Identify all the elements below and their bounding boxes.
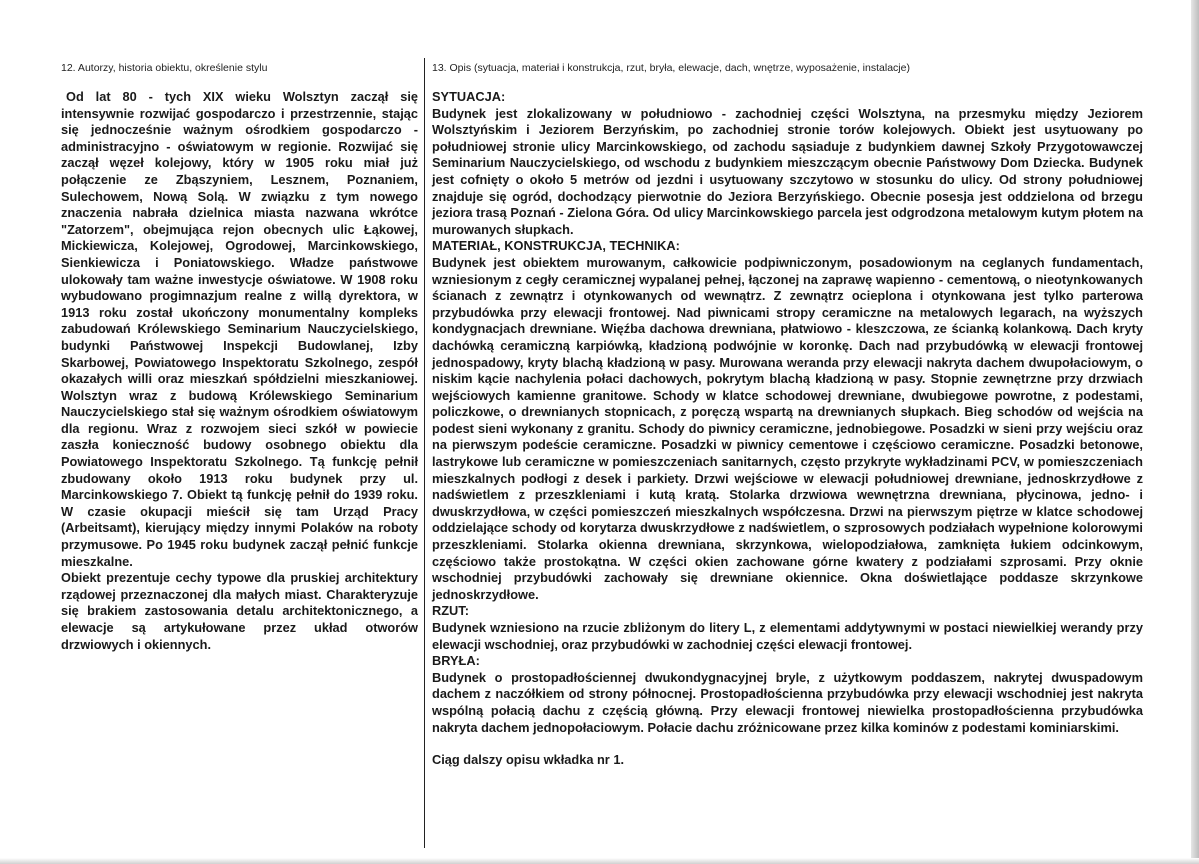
spacer (432, 736, 1143, 752)
sytuacja-text: Budynek jest zlokalizowany w południowo - zachodniej części Wolsztyna, na przesmyku między Jeziorem Wolsztyńskim i Jeziorem Berzyńskim, po zachodniej stronie torów kolejowych. Obiekt jest usytuowany po południowej stronie ulicy Marcinkowskiego, od zachodu sąsiaduje z budynkiem dawnej Szkoły Przygotowawczej Seminarium Nauczycielskiego, od wschodu z budynkiem mieszczącym obecnie Państwowy Dom Dziecka. Budynek jest cofnięty o około 5 metrów od jezdni i usytuowany szczytowo w stosunku do ulicy. Od strony południowej znajduje się ogród, dochodzący pierwotnie do Jeziora Berzyńskiego. Obecnie posesja jest oddzielona od brzegu jeziora trasą Poznań - Zielona Góra. Od ulicy Marcinkowskiego parcela jest odgrodzona metalowym kutym płotem na murowanych słupkach. (432, 105, 1143, 237)
material-heading: MATERIAŁ, KONSTRUKCJA, TECHNIKA: (432, 238, 680, 254)
left-column-header: 12. Autorzy, historia obiektu, określenie stylu (61, 62, 268, 74)
description-column (432, 89, 1143, 769)
history-paragraph: Od lat 80 - tych XIX wieku Wolsztyn zaczął się intensywnie rozwijać gospodarczo i przestrzennie, stając się jednocześnie ważnym ośrodkiem gospodarczo - administracyjno - oświatowym w regionie. Rozwijać się zaczął węzeł kolejowy, który w 1905 roku miał już połączenie ze Zbąszyniem, Lesznem, Poznaniem, Sulechowem, Nową Solą. W związku z tym nowego znaczenia nabrała dzielnica miasta nazwana wkrótce "Zatorzem", obejmująca rejon obecnych ulic Łąkowej, Mickiewicza, Kolejowej, Ogrodowej, Marcinkowskiego, Sienkiewicza i Poniatowskiego. Władze państwowe ulokowały tam ważne inwestycje oświatowe. W 1908 roku wybudowano progimnazjum realne z willą dyrektora, w 1913 roku został ukończony monumentalny kompleks zabudowań Królewskiego Seminarium Nauczycielskiego, budynki Państwowej Inspekcji Budowlanej, Izby Skarbowej, Powiatowego Inspektoratu Szkolnego, zespół okazałych willi oraz mieszkań spółdzielni mieszkaniowej. Wolsztyn wraz z budową Królewskiego Seminarium Nauczycielskiego stał się ważnym ośrodkiem oświatowym dla regionu. Wraz z rozwojem sieci szkół w powiecie zaszła konieczność budowy osobnego obiektu dla Powiatowego Inspektoratu Szkolnego. Tą funkcję pełnił zbudowany około 1913 roku budynek przy ul. Marcinkowskiego 7. Obiekt tą funkcję pełnił do 1939 roku. W czasie okupacji mieścił się tam Urząd Pracy (Arbeitsamt), kierujący między innymi Polaków na roboty przymusowe. Po 1945 roku budynek zaczął pełnić funkcje mieszkalne. (61, 89, 418, 569)
bryla-heading: BRYŁA: (432, 653, 480, 669)
history-column (61, 89, 418, 653)
sytuacja-heading: SYTUACJA: (432, 89, 506, 104)
continuation-note: Ciąg dalszy opisu wkładka nr 1. (432, 752, 625, 768)
right-column-header: 13. Opis (sytuacja, materiał i konstrukcja, rzut, bryła, elewacje, dach, wnętrze, wyposażenie, instalacje) (432, 62, 910, 74)
material-text: Budynek jest obiektem murowanym, całkowicie podpiwniczonym, posadowionym na ceglanych fundamentach, wzniesionym z cegły ceramicznej wypalanej pełnej, łączonej na zaprawę wapienno - cementową, o nieotynkowanych ścianach z zewnątrz i otynkowanych od wewnątrz. Z zewnątrz ocieplona i otynkowana jest tylko parterowa przybudówka przy elewacji frontowej. Nad piwnicami stropy ceramiczne na metalowych legarach, na wyższych kondygnacjach drewniane. Więźba dachowa drewniana, płatwiowo - kleszczowa, ze ścianką kolankową. Dach kryty dachówką ceramiczną karpiówką, kładzioną podwójnie w koronkę. Dach nad przybudówką w elewacji frontowej jednospadowy, kryty blachą kładzioną w pasy. Murowana weranda przy elewacji nakryta dachem dwupołaciowym, o niskim kącie nachylenia połaci dachowych, pokrytym blachą kładzioną w pasy. Stopnie zewnętrzne przy drzwiach wejściowych kamienne granitowe. Schody w klatce schodowej drewniane, dwubiegowe powrotne, z podestami, policzkowe, o drewnianych stopnicach, z poręczą wspartą na drewnianych słupkach. Bieg schodów od wejścia na podest sieni wykonany z granitu. Schody do piwnicy ceramiczne, jednobiegowe. Posadzki w sieni przy wejściu oraz na pierwszym podeście ceramiczne. Posadzki w piwnicy cementowe i częściowo ceramiczne. Posadzki betonowe, lastrykowe lub ceramiczne w pomieszczeniach sanitarnych, często przykryte wykładzinami PCV, w pomieszczeniach mieszkalnych podłogi z desek i parkiety. Drzwi wejściowe w elewacji południowej drewniane, jednoskrzydłowe z nadświetlem z przeszkleniami i kutą kratą. Stolarka drzwiowa wewnętrzna drewniana, płycinowa, jedno- i dwuskrzydłowa, w części pomieszczeń mieszkalnych współczesna. Drzwi na pierwszym piętrze w klatce schodowej oddzielające schody od korytarza dwuskrzydłowe z nadświetlem, o szprosowych podziałach wypełnione kolorowymi przeszkleniami. Stolarka okienna drewniana, skrzynkowa, wielopodziałowa, zamknięta łukiem odcinkowym, częściowo także prostokątna. W części okien zachowane górne kwatery z podziałami szprosami. Przy oknie wschodniej przybudówki zachowały się drewniane okiennice. Okna doświetlające poddasze skrzynkowe jednoskrzydłowe. (432, 254, 1143, 602)
rzut-text: Budynek wzniesiono na rzucie zbliżonym do litery L, z elementami addytywnymi w postaci niewielkiej werandy przy elewacji wschodniej, oraz przybudówki w zachodniej części elewacji frontowej. (432, 620, 1143, 652)
style-paragraph: Obiekt prezentuje cechy typowe dla pruskiej architektury rządowej przeznaczonej dla małych miast. Charakteryzuje się brakiem zastosowania detalu architektonicznego, a elewacje są artykułowane przez układ otworów drzwiowych i okiennych. (61, 570, 418, 652)
bryla-text: Budynek o prostopadłościennej dwukondygnacyjnej bryle, z użytkowym poddaszem, nakrytej dwuspadowym dachem z naczółkiem od strony północnej. Prostopadłościenna przybudówka przy elewacji wschodniej jest nakryta wspólną połacią dachu z częścią główną. Przy elewacji frontowej niewielka prostopadłościenna przybudówka nakryta dachem jednopołaciowym. Połacie dachu zróżnicowane przez kilka kominów z podestami kominiarskimi. (432, 669, 1143, 735)
column-divider (424, 58, 425, 848)
rzut-heading: RZUT: (432, 603, 469, 619)
scan-edge-right (1191, 0, 1199, 864)
scan-edge-bottom (0, 858, 1199, 864)
